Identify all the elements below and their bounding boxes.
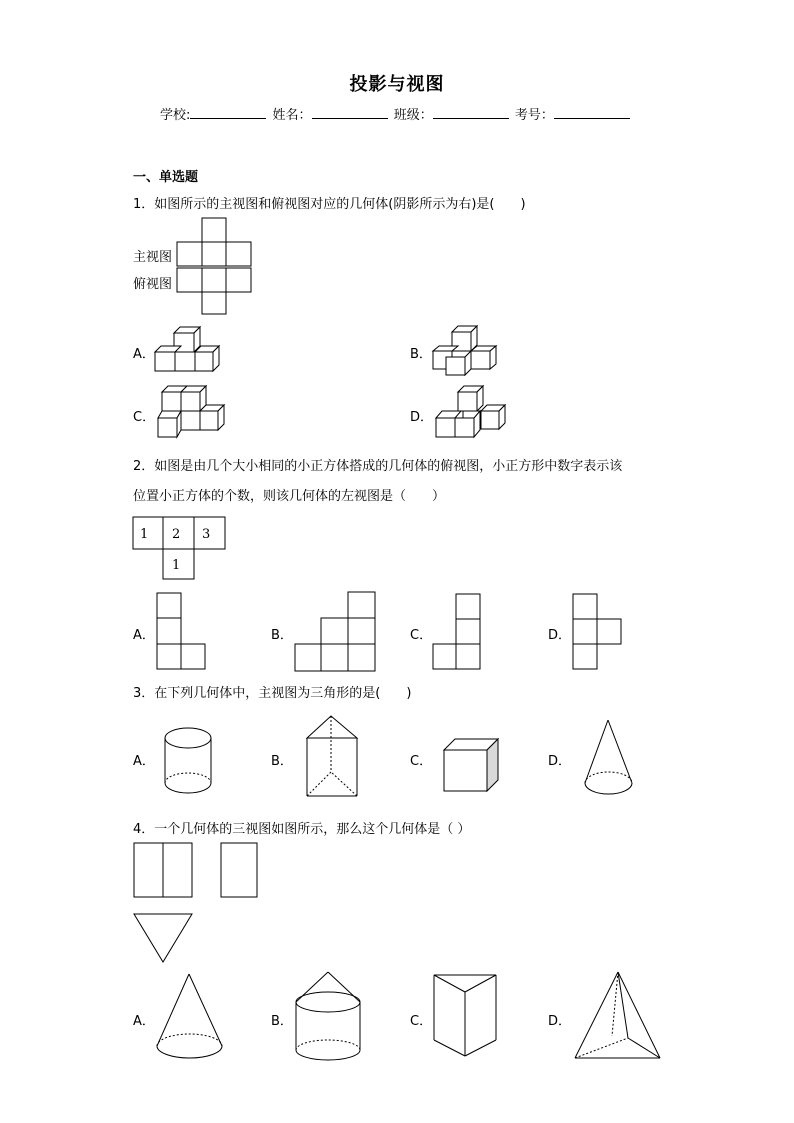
q2-text-line2: 位置小正方体的个数，则该几何体的左视图是（ ）	[133, 489, 446, 504]
q4-option-a[interactable]: A．	[133, 1014, 155, 1029]
q2-option-c[interactable]: C．	[410, 628, 433, 643]
name-label: 姓名：	[272, 108, 312, 123]
school-label: 学校:	[160, 108, 191, 123]
q1-option-d[interactable]: D．	[410, 410, 434, 425]
q4-pyramid-figure	[575, 972, 660, 1058]
q2-grid-cell-3: 3	[202, 527, 211, 542]
number-label: 考号：	[514, 108, 554, 123]
q2-option-b[interactable]: B．	[271, 628, 293, 643]
q1-option-a[interactable]: A．	[133, 347, 155, 362]
page-title: 投影与视图	[349, 74, 445, 95]
q1-top-view-label: 俯视图	[133, 277, 173, 292]
q4-text: 4．一个几何体的三视图如图所示，那么这个几何体是（ ）	[133, 822, 471, 837]
q3-option-a[interactable]: A．	[133, 754, 155, 769]
q3-option-b[interactable]: B．	[271, 754, 293, 769]
q4-triangular-prism-figure	[434, 975, 496, 1056]
q2-text-line1: 2．如图是由几个大小相同的小正方体搭成的几何体的俯视图，小正方形中数字表示该	[133, 459, 623, 474]
q4-cone-cylinder-figure	[296, 972, 360, 1060]
q2-option-a[interactable]: A．	[133, 628, 155, 643]
section-title: 一、单选题	[133, 170, 199, 185]
q4-option-b[interactable]: B．	[271, 1014, 293, 1029]
q1-text: 1．如图所示的主视图和俯视图对应的几何体(阴影所示为右)是( )	[133, 197, 526, 212]
q3-text: 3．在下列几何体中，主视图为三角形的是( )	[133, 686, 412, 701]
q1-option-b[interactable]: B．	[410, 347, 432, 362]
q2-grid-cell-2: 2	[172, 527, 181, 542]
q2-option-d[interactable]: D．	[548, 628, 572, 643]
q1-front-view-label: 主视图	[133, 250, 173, 265]
q1-option-c[interactable]: C．	[133, 410, 156, 425]
q2-grid-cell-4: 1	[172, 558, 181, 573]
q3-option-c[interactable]: C．	[410, 754, 433, 769]
class-label: 班级：	[393, 108, 433, 123]
q4-option-c[interactable]: C．	[410, 1014, 433, 1029]
q2-grid-cell-1: 1	[140, 527, 149, 542]
q3-option-d[interactable]: D．	[548, 754, 572, 769]
q4-option-d[interactable]: D．	[548, 1014, 572, 1029]
q4-cone-figure	[157, 974, 222, 1058]
